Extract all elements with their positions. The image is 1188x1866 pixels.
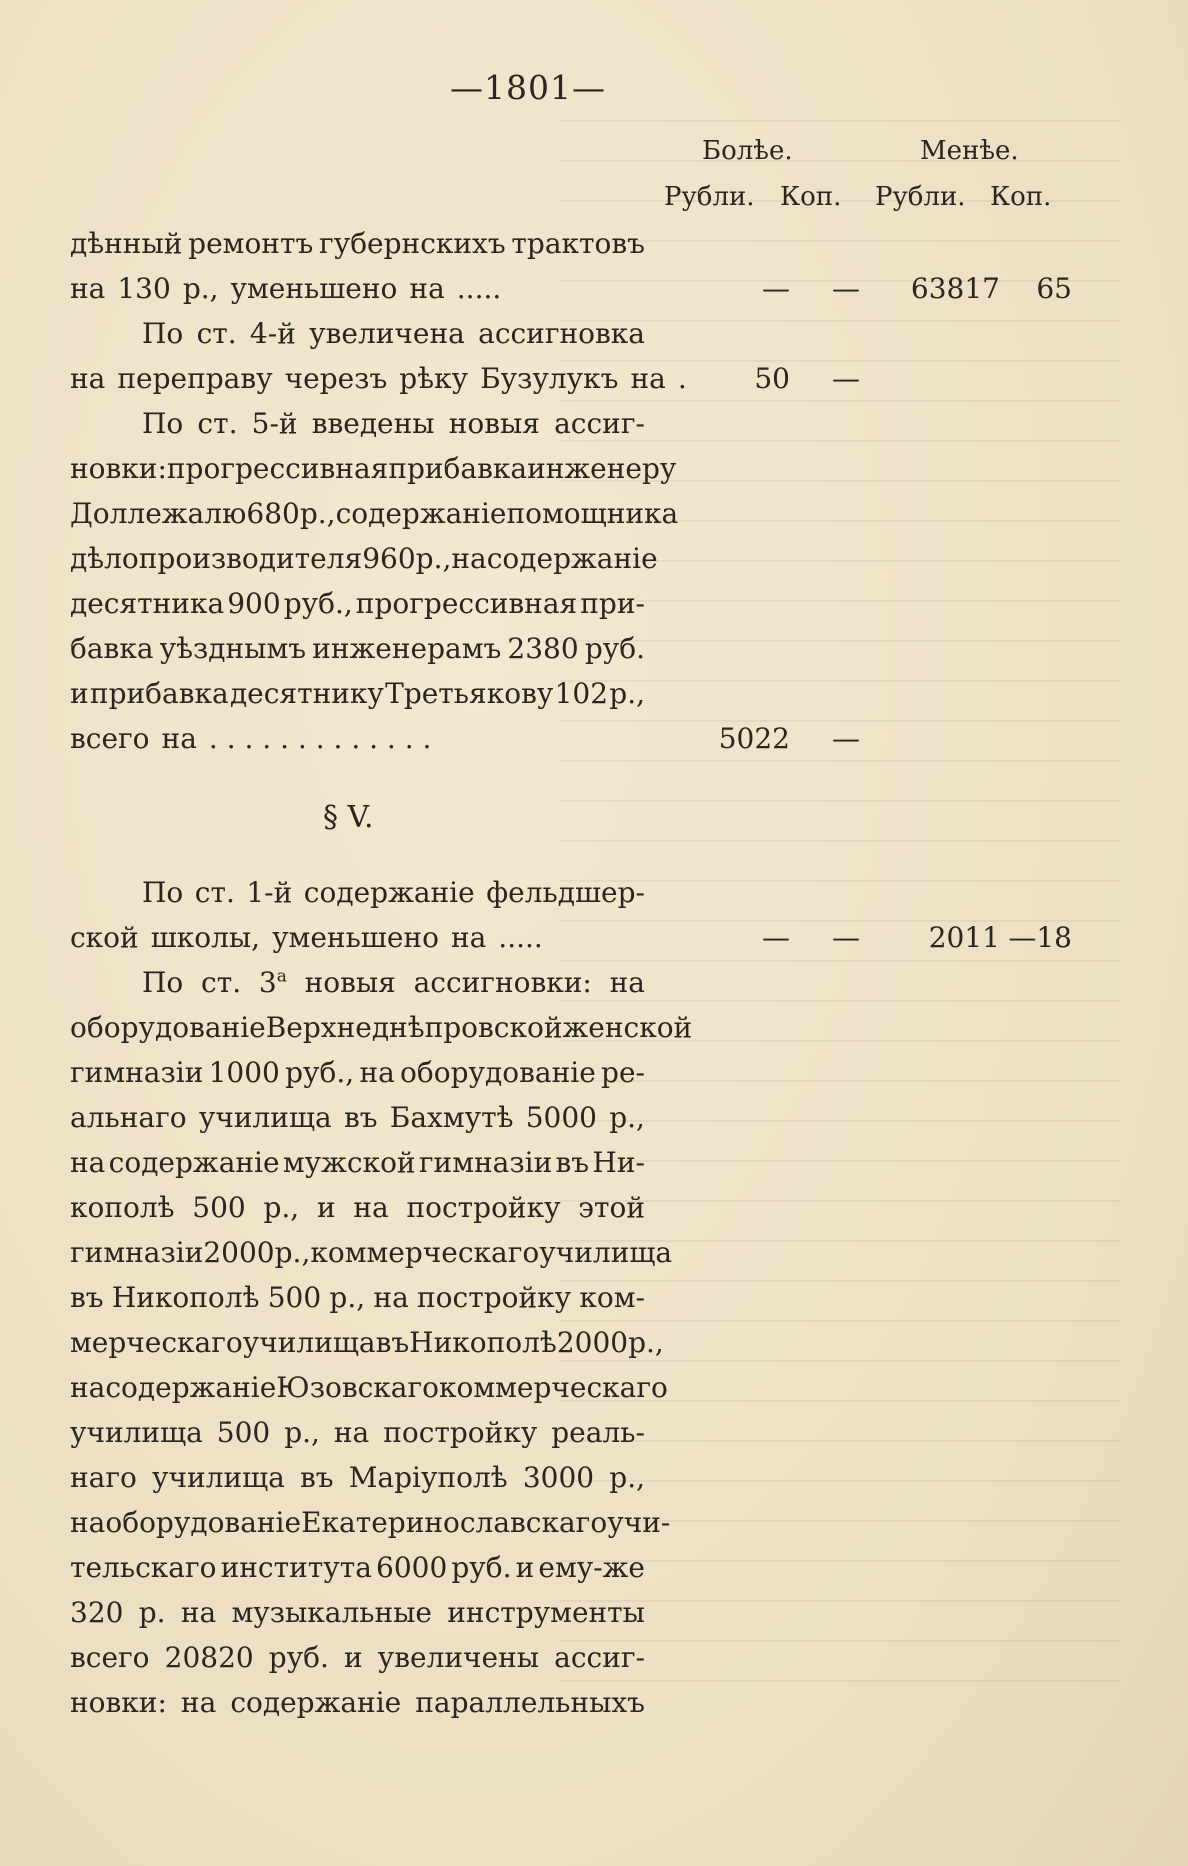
word: руб. bbox=[451, 1551, 512, 1584]
word: Ни- bbox=[592, 1146, 645, 1179]
word: ской bbox=[70, 921, 139, 954]
word: училища bbox=[539, 1236, 673, 1269]
word: на bbox=[180, 1596, 217, 1629]
column-header-less: Менѣе. bbox=[920, 136, 1019, 166]
word: р. bbox=[138, 1596, 166, 1629]
text-line bbox=[70, 719, 645, 759]
text-line bbox=[70, 918, 645, 958]
text-line bbox=[70, 1368, 668, 1408]
text-line bbox=[70, 1008, 693, 1048]
word: учи- bbox=[607, 1506, 671, 1539]
word: коммерческаго bbox=[310, 1236, 540, 1269]
word: содержаніе bbox=[230, 1686, 402, 1719]
word: ассигновки: bbox=[413, 966, 592, 999]
text-line bbox=[70, 963, 645, 1003]
text-line bbox=[70, 1323, 664, 1363]
word: на bbox=[630, 362, 666, 395]
word: 130 bbox=[117, 272, 171, 305]
section-heading: § V. bbox=[323, 800, 374, 835]
word: гимназіи bbox=[70, 1236, 204, 1269]
word: мужской bbox=[282, 1146, 416, 1179]
word: По bbox=[142, 876, 184, 909]
text-line bbox=[70, 1053, 645, 1093]
amount-more-rub: — bbox=[762, 921, 790, 954]
word: параллельныхъ bbox=[415, 1686, 645, 1719]
word: 500 bbox=[216, 1416, 271, 1449]
word: мерческаго bbox=[70, 1326, 243, 1359]
word: 2380 bbox=[507, 632, 579, 665]
word: на bbox=[373, 1281, 409, 1314]
word: ре- bbox=[601, 1056, 645, 1089]
word: р., bbox=[628, 1326, 664, 1359]
word: трактовъ bbox=[511, 227, 645, 260]
word: новыя bbox=[304, 966, 396, 999]
amount-more-rub: — bbox=[762, 272, 790, 305]
word: 320 bbox=[70, 1596, 124, 1629]
word: альнаго bbox=[70, 1101, 187, 1134]
word: ассиг- bbox=[554, 407, 645, 440]
text-line bbox=[70, 539, 658, 579]
text-line bbox=[70, 1638, 645, 1678]
word: и bbox=[70, 677, 89, 710]
word: на bbox=[70, 272, 106, 305]
amount-less-rub: 2011 bbox=[928, 921, 1000, 954]
amount-less-kop: —18 bbox=[1008, 921, 1072, 954]
word: 2000 bbox=[556, 1326, 629, 1359]
word: училища bbox=[70, 1416, 203, 1449]
word: Никополѣ bbox=[409, 1326, 557, 1359]
text-line bbox=[70, 404, 645, 444]
amount-less-rub: 63817 bbox=[910, 272, 1000, 305]
word: Бузулукъ bbox=[480, 362, 619, 395]
word: р., bbox=[299, 497, 336, 530]
word: училища bbox=[242, 1326, 376, 1359]
word: рѣку bbox=[399, 362, 469, 395]
word: р., bbox=[415, 542, 452, 575]
text-line bbox=[70, 1278, 645, 1318]
word: Никополѣ bbox=[111, 1281, 260, 1314]
amount-more-kop: — bbox=[832, 921, 860, 954]
word: 1000 bbox=[208, 1056, 280, 1089]
text-line bbox=[70, 629, 645, 669]
word: ему-же bbox=[538, 1551, 645, 1584]
word: оборудованіе bbox=[70, 1011, 266, 1044]
word: содержаніе bbox=[335, 497, 507, 530]
column-header-less-kopecks: Коп. bbox=[990, 182, 1052, 212]
word: бавка bbox=[70, 632, 154, 665]
word: черезъ bbox=[284, 362, 388, 395]
word: содержаніе bbox=[303, 876, 475, 909]
word: 5-й bbox=[251, 407, 298, 440]
word: дѣлопроизводителя bbox=[70, 542, 363, 575]
word: института bbox=[220, 1551, 372, 1584]
word: въ bbox=[300, 1461, 334, 1494]
column-header-more-rubles: Рубли. bbox=[664, 182, 755, 212]
word: на bbox=[70, 1506, 106, 1539]
text-line bbox=[70, 1188, 645, 1228]
word: фельдшер- bbox=[486, 876, 645, 909]
word: ..... bbox=[498, 921, 543, 954]
word: на bbox=[70, 362, 106, 395]
word: на bbox=[70, 1371, 106, 1404]
text-line bbox=[70, 314, 645, 354]
word: введены bbox=[311, 407, 435, 440]
word: тельскаго bbox=[70, 1551, 217, 1584]
word: постройку bbox=[383, 1416, 538, 1449]
word: $3^а$ bbox=[258, 966, 287, 999]
word: увеличены bbox=[377, 1641, 540, 1674]
word: р., bbox=[609, 677, 645, 710]
word: десятника bbox=[70, 587, 225, 620]
word: женской bbox=[562, 1011, 693, 1044]
word: училища bbox=[198, 1101, 332, 1134]
word: 3000 bbox=[522, 1461, 595, 1494]
word: въ bbox=[70, 1281, 104, 1314]
text-line bbox=[70, 674, 645, 714]
word: содержаніе bbox=[105, 1371, 277, 1404]
word: уѣзднымъ bbox=[159, 632, 307, 665]
word: училища bbox=[152, 1461, 285, 1494]
word: ст. bbox=[201, 966, 242, 999]
word: ст. bbox=[197, 407, 238, 440]
word: прибавка bbox=[89, 677, 229, 710]
word: Бахмутѣ bbox=[389, 1101, 514, 1134]
text-line bbox=[70, 1683, 645, 1723]
superscript: а bbox=[276, 966, 287, 987]
column-header-more: Болѣе. bbox=[702, 136, 793, 166]
text-line bbox=[70, 1143, 645, 1183]
word: уменьшено bbox=[230, 272, 398, 305]
word: инженеру bbox=[527, 452, 677, 485]
amount-more-rub: 5022 bbox=[718, 722, 790, 755]
word: 2000 bbox=[203, 1236, 275, 1269]
text-line bbox=[70, 1458, 645, 1498]
word: р., bbox=[274, 1236, 311, 1269]
text-line bbox=[70, 1548, 645, 1588]
word: кополѣ bbox=[70, 1191, 175, 1224]
word: прогрессивная bbox=[355, 587, 578, 620]
word: при- bbox=[580, 587, 645, 620]
word: р., bbox=[609, 1101, 645, 1134]
word: руб., bbox=[283, 587, 353, 620]
word: ассиг- bbox=[554, 1641, 645, 1674]
word: на bbox=[161, 722, 197, 755]
word: постройку bbox=[417, 1281, 572, 1314]
page-number: —1801— bbox=[450, 68, 606, 107]
text-line bbox=[70, 269, 645, 309]
word: въ bbox=[343, 1101, 378, 1134]
word: руб. bbox=[584, 632, 645, 665]
word: оборудованіе bbox=[105, 1506, 302, 1539]
text-line bbox=[70, 224, 645, 264]
text-line bbox=[70, 1503, 671, 1543]
word: ремонтъ bbox=[188, 227, 314, 260]
word: прогрессивная bbox=[166, 452, 389, 485]
word: руб. bbox=[268, 1641, 329, 1674]
word: на bbox=[450, 921, 487, 954]
word: Юзовскаго bbox=[276, 1371, 439, 1404]
word: уменьшено bbox=[272, 921, 439, 954]
word: на bbox=[359, 1056, 395, 1089]
word: новки: bbox=[70, 452, 167, 485]
word: коммерческаго bbox=[439, 1371, 668, 1404]
word: Маріуполѣ bbox=[348, 1461, 508, 1494]
word: 960 bbox=[362, 542, 416, 575]
word: въ bbox=[375, 1326, 410, 1359]
word: губернскихъ bbox=[319, 227, 506, 260]
word: р., bbox=[329, 1281, 366, 1314]
word: прибавка bbox=[388, 452, 528, 485]
column-header-more-kopecks: Коп. bbox=[780, 182, 842, 212]
word: . . . . . . . . . . . . . bbox=[208, 722, 432, 755]
word: этой bbox=[578, 1191, 645, 1224]
word: школы, bbox=[150, 921, 261, 954]
word: Екатеринославскаго bbox=[301, 1506, 608, 1539]
word: и bbox=[344, 1641, 363, 1674]
word: постройку bbox=[406, 1191, 561, 1224]
word: р., bbox=[263, 1191, 300, 1224]
amount-more-kop: — bbox=[832, 722, 860, 755]
word: гимназіи bbox=[70, 1056, 204, 1089]
word: р., bbox=[182, 272, 219, 305]
text-line bbox=[70, 873, 645, 913]
word: 5000 bbox=[525, 1101, 597, 1134]
word: музыкальные bbox=[231, 1596, 432, 1629]
word: помощника bbox=[506, 497, 679, 530]
word: на bbox=[333, 1416, 370, 1449]
word: 4-й bbox=[249, 317, 296, 350]
column-header-less-rubles: Рубли. bbox=[875, 182, 966, 212]
word: Верхнеднѣпровской bbox=[265, 1011, 563, 1044]
word: р., bbox=[609, 1461, 645, 1494]
word: на bbox=[409, 272, 445, 305]
word: и bbox=[316, 1191, 336, 1224]
word: Третьякову bbox=[385, 677, 554, 710]
word: ст. bbox=[194, 876, 235, 909]
word: По bbox=[142, 317, 184, 350]
word: инженерамъ bbox=[312, 632, 502, 665]
word: . bbox=[677, 362, 687, 395]
word: новыя bbox=[448, 407, 540, 440]
text-line bbox=[70, 359, 687, 399]
word: инструменты bbox=[447, 1596, 645, 1629]
word: на bbox=[353, 1191, 389, 1224]
text-line bbox=[70, 584, 645, 624]
amount-more-rub: 50 bbox=[754, 362, 790, 395]
amount-more-kop: — bbox=[832, 362, 860, 395]
text-line bbox=[70, 1593, 645, 1633]
word: дѣнный bbox=[70, 227, 183, 260]
word: Доллежалю bbox=[70, 497, 247, 530]
word: на bbox=[70, 1146, 106, 1179]
text-line bbox=[70, 1413, 645, 1453]
word: и bbox=[515, 1551, 535, 1584]
word: 500 bbox=[192, 1191, 246, 1224]
word: наго bbox=[70, 1461, 137, 1494]
word: на bbox=[451, 542, 487, 575]
text-line bbox=[70, 1098, 645, 1138]
word: оборудованіе bbox=[400, 1056, 596, 1089]
word: 680 bbox=[246, 497, 300, 530]
word: всего bbox=[70, 1641, 150, 1674]
word: ..... bbox=[456, 272, 502, 305]
word: въ bbox=[555, 1146, 590, 1179]
word: ком- bbox=[579, 1281, 645, 1314]
word: 1-й bbox=[246, 876, 293, 909]
word: десятнику bbox=[229, 677, 384, 710]
amount-less-kop: 65 bbox=[1036, 272, 1072, 305]
word: По bbox=[142, 966, 184, 999]
word: ст. bbox=[196, 317, 237, 350]
word: переправу bbox=[117, 362, 273, 395]
word: на bbox=[609, 966, 645, 999]
word: 500 bbox=[267, 1281, 322, 1314]
word: р., bbox=[284, 1416, 320, 1449]
text-line bbox=[70, 1233, 673, 1273]
word: 900 bbox=[227, 587, 281, 620]
amount-more-kop: — bbox=[832, 272, 860, 305]
word: реаль- bbox=[551, 1416, 645, 1449]
word: 102 bbox=[554, 677, 609, 710]
word: содержаніе bbox=[108, 1146, 280, 1179]
word: По bbox=[142, 407, 184, 440]
word: руб., bbox=[285, 1056, 355, 1089]
word: всего bbox=[70, 722, 150, 755]
text-line bbox=[70, 494, 679, 534]
word: 20820 bbox=[164, 1641, 254, 1674]
word: новки: bbox=[70, 1686, 167, 1719]
word: содержаніе bbox=[486, 542, 658, 575]
text-line bbox=[70, 449, 677, 489]
word: на bbox=[180, 1686, 217, 1719]
word: 6000 bbox=[376, 1551, 448, 1584]
word: гимназіи bbox=[418, 1146, 553, 1179]
word: ассигновка bbox=[478, 317, 645, 350]
word: увеличена bbox=[309, 317, 465, 350]
